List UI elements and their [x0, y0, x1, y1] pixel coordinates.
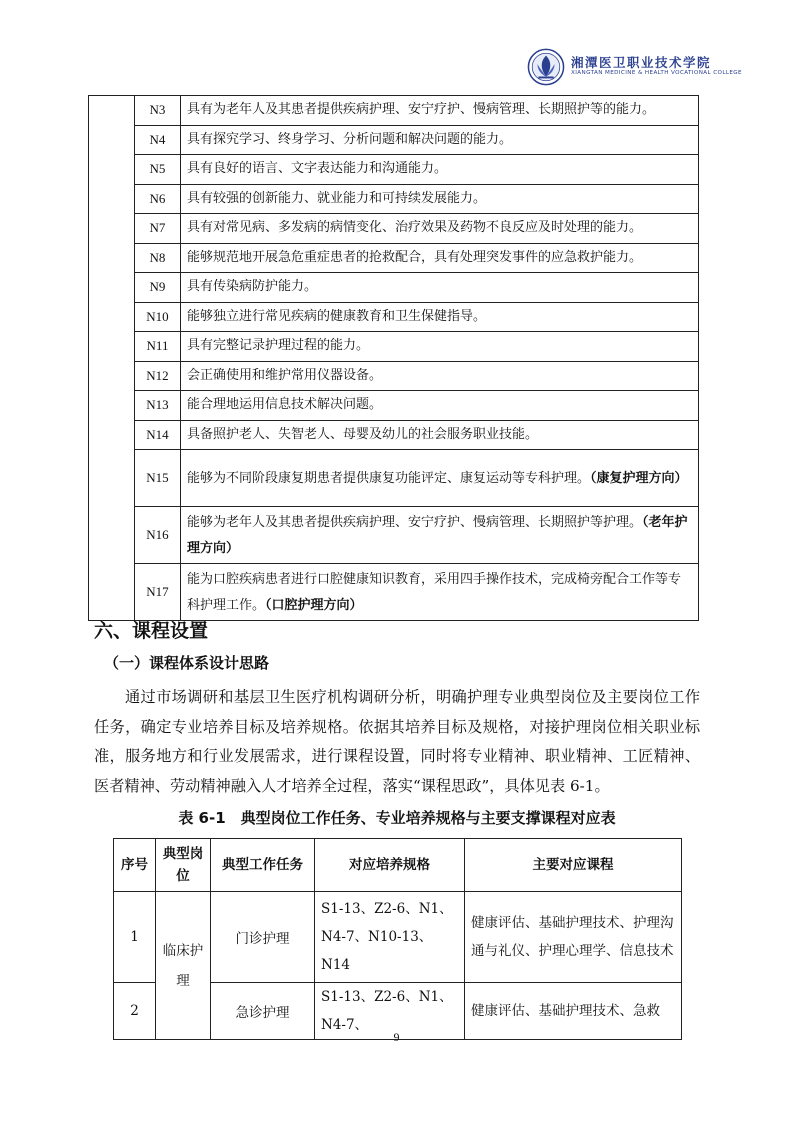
subsection-heading: （一）课程体系设计思路 [104, 654, 270, 672]
course-mapping-table [113, 838, 682, 1040]
ability-text: 具有良好的语言、文字表达能力和沟通能力。 [187, 161, 448, 177]
courses-cell: 健康评估、基础护理技术、急救 [465, 983, 682, 1040]
ability-text: 具有探究学习、终身学习、分析问题和解决问题的能力。 [187, 131, 513, 147]
header-position: 典型岗位 [156, 839, 211, 892]
ability-code: N8 [135, 243, 181, 273]
header-courses: 主要对应课程 [465, 839, 682, 892]
ability-description [181, 391, 699, 421]
ability-row [89, 302, 699, 332]
ability-text: 具备照护老人、失智老人、母婴及幼儿的社会服务职业技能。 [187, 426, 539, 442]
courses-cell: 健康评估、基础护理技术、护理沟通与礼仪、护理心理学、信息技术 [465, 892, 682, 983]
header-spec: 对应培养规格 [315, 839, 465, 892]
ability-description [181, 214, 699, 244]
ability-row [89, 96, 699, 126]
college-logo [527, 46, 742, 90]
college-emblem-icon [527, 48, 565, 86]
ability-code: N11 [135, 332, 181, 362]
ability-code: N15 [135, 450, 181, 507]
table-header-row [114, 839, 682, 892]
spec-cell: S1-13、Z2-6、N1、N4-7、 [315, 983, 465, 1040]
ability-row [89, 507, 699, 564]
ability-description [181, 332, 699, 362]
ability-description [181, 155, 699, 185]
ability-code: N14 [135, 420, 181, 450]
ability-code: N4 [135, 125, 181, 155]
ability-row [89, 391, 699, 421]
seq-cell: 2 [114, 983, 156, 1040]
ability-code: N13 [135, 391, 181, 421]
ability-text: 能合理地运用信息技术解决问题。 [187, 397, 383, 413]
ability-code: N6 [135, 184, 181, 214]
ability-row [89, 273, 699, 303]
ability-text: 能够为老年人及其患者提供疾病护理、安宁疗护、慢病管理、长期照护等护理。 [187, 514, 643, 530]
ability-row [89, 420, 699, 450]
ability-description [181, 243, 699, 273]
ability-code: N12 [135, 361, 181, 391]
ability-code: N5 [135, 155, 181, 185]
table-caption: 表 6-1 典型岗位工作任务、专业培养规格与主要支撑课程对应表 [178, 809, 616, 827]
ability-code: N3 [135, 96, 181, 126]
college-english-name: XIANGTAN MEDICINE & HEALTH VOCATIONAL COLLEGE [571, 70, 742, 76]
ability-code: N16 [135, 507, 181, 564]
ability-text: 能够独立进行常见疾病的健康教育和卫生保健指导。 [187, 308, 487, 324]
header-task: 典型工作任务 [211, 839, 315, 892]
task-cell: 急诊护理 [211, 983, 315, 1040]
body-paragraph: 通过市场调研和基层卫生医疗机构调研分析，明确护理专业典型岗位及主要岗位工作任务，确定专业培养目标及培养规格。依据其培养目标及规格，对接护理岗位相关职业标准，服务地方和行业发展需求，进行课程设置，同时将专业精神、职业精神、工匠精神、医者精神、劳动精神融入人才培养全过程，落实“课程思政”，具体见表 6-1。 [94, 688, 700, 795]
header-seq: 序号 [114, 839, 156, 892]
ability-text: 会正确使用和维护常用仪器设备。 [187, 367, 383, 383]
ability-description [181, 361, 699, 391]
ability-description [181, 125, 699, 155]
ability-text: 能够规范地开展急危重症患者的抢救配合，具有处理突发事件的应急救护能力。 [187, 249, 643, 265]
ability-row [89, 243, 699, 273]
college-name: 湘潭医卫职业技术学院 [571, 55, 712, 70]
ability-description [181, 96, 699, 126]
ability-text: 能够为不同阶段康复期患者提供康复功能评定、康复运动等专科护理。 [187, 470, 591, 486]
seq-cell: 1 [114, 892, 156, 983]
ability-code: N17 [135, 564, 181, 621]
ability-code: N7 [135, 214, 181, 244]
ability-row [89, 332, 699, 362]
ability-code: N9 [135, 273, 181, 303]
task-cell: 门诊护理 [211, 892, 315, 983]
ability-text: 具有传染病防护能力。 [187, 279, 318, 295]
page-number: 9 [393, 1030, 400, 1044]
ability-row [89, 214, 699, 244]
category-cell [89, 96, 135, 621]
ability-description [181, 564, 699, 621]
ability-row [89, 450, 699, 507]
ability-text: 具有为老年人及其患者提供疾病护理、安宁疗护、慢病管理、长期照护等的能力。 [187, 102, 656, 118]
direction-note: （口腔护理方向） [265, 597, 363, 613]
ability-description [181, 450, 699, 507]
ability-description [181, 507, 699, 564]
table-row [114, 892, 682, 983]
position-cell: 临床护理 [156, 892, 211, 1040]
ability-text: 能为口腔疾病患者进行口腔健康知识教育，采用四手操作技术，完成椅旁配合工作等专科护理工作。 [187, 571, 682, 613]
ability-row [89, 564, 699, 621]
ability-row [89, 184, 699, 214]
ability-row [89, 361, 699, 391]
ability-description [181, 420, 699, 450]
ability-text: 具有较强的创新能力、就业能力和可持续发展能力。 [187, 190, 487, 206]
direction-note: （老年护理方向） [187, 514, 688, 556]
ability-description [181, 184, 699, 214]
ability-description [181, 273, 699, 303]
ability-table [88, 95, 699, 621]
ability-code: N10 [135, 302, 181, 332]
spec-cell: S1-13、Z2-6、N1、N4-7、N10-13、N14 [315, 892, 465, 983]
ability-text: 具有完整记录护理过程的能力。 [187, 338, 370, 354]
ability-row [89, 125, 699, 155]
ability-text: 具有对常见病、多发病的病情变化、治疗效果及药物不良反应及时处理的能力。 [187, 220, 643, 236]
ability-description [181, 302, 699, 332]
direction-note: （康复护理方向） [590, 470, 688, 486]
ability-row [89, 155, 699, 185]
section-heading: 六、课程设置 [94, 620, 209, 642]
